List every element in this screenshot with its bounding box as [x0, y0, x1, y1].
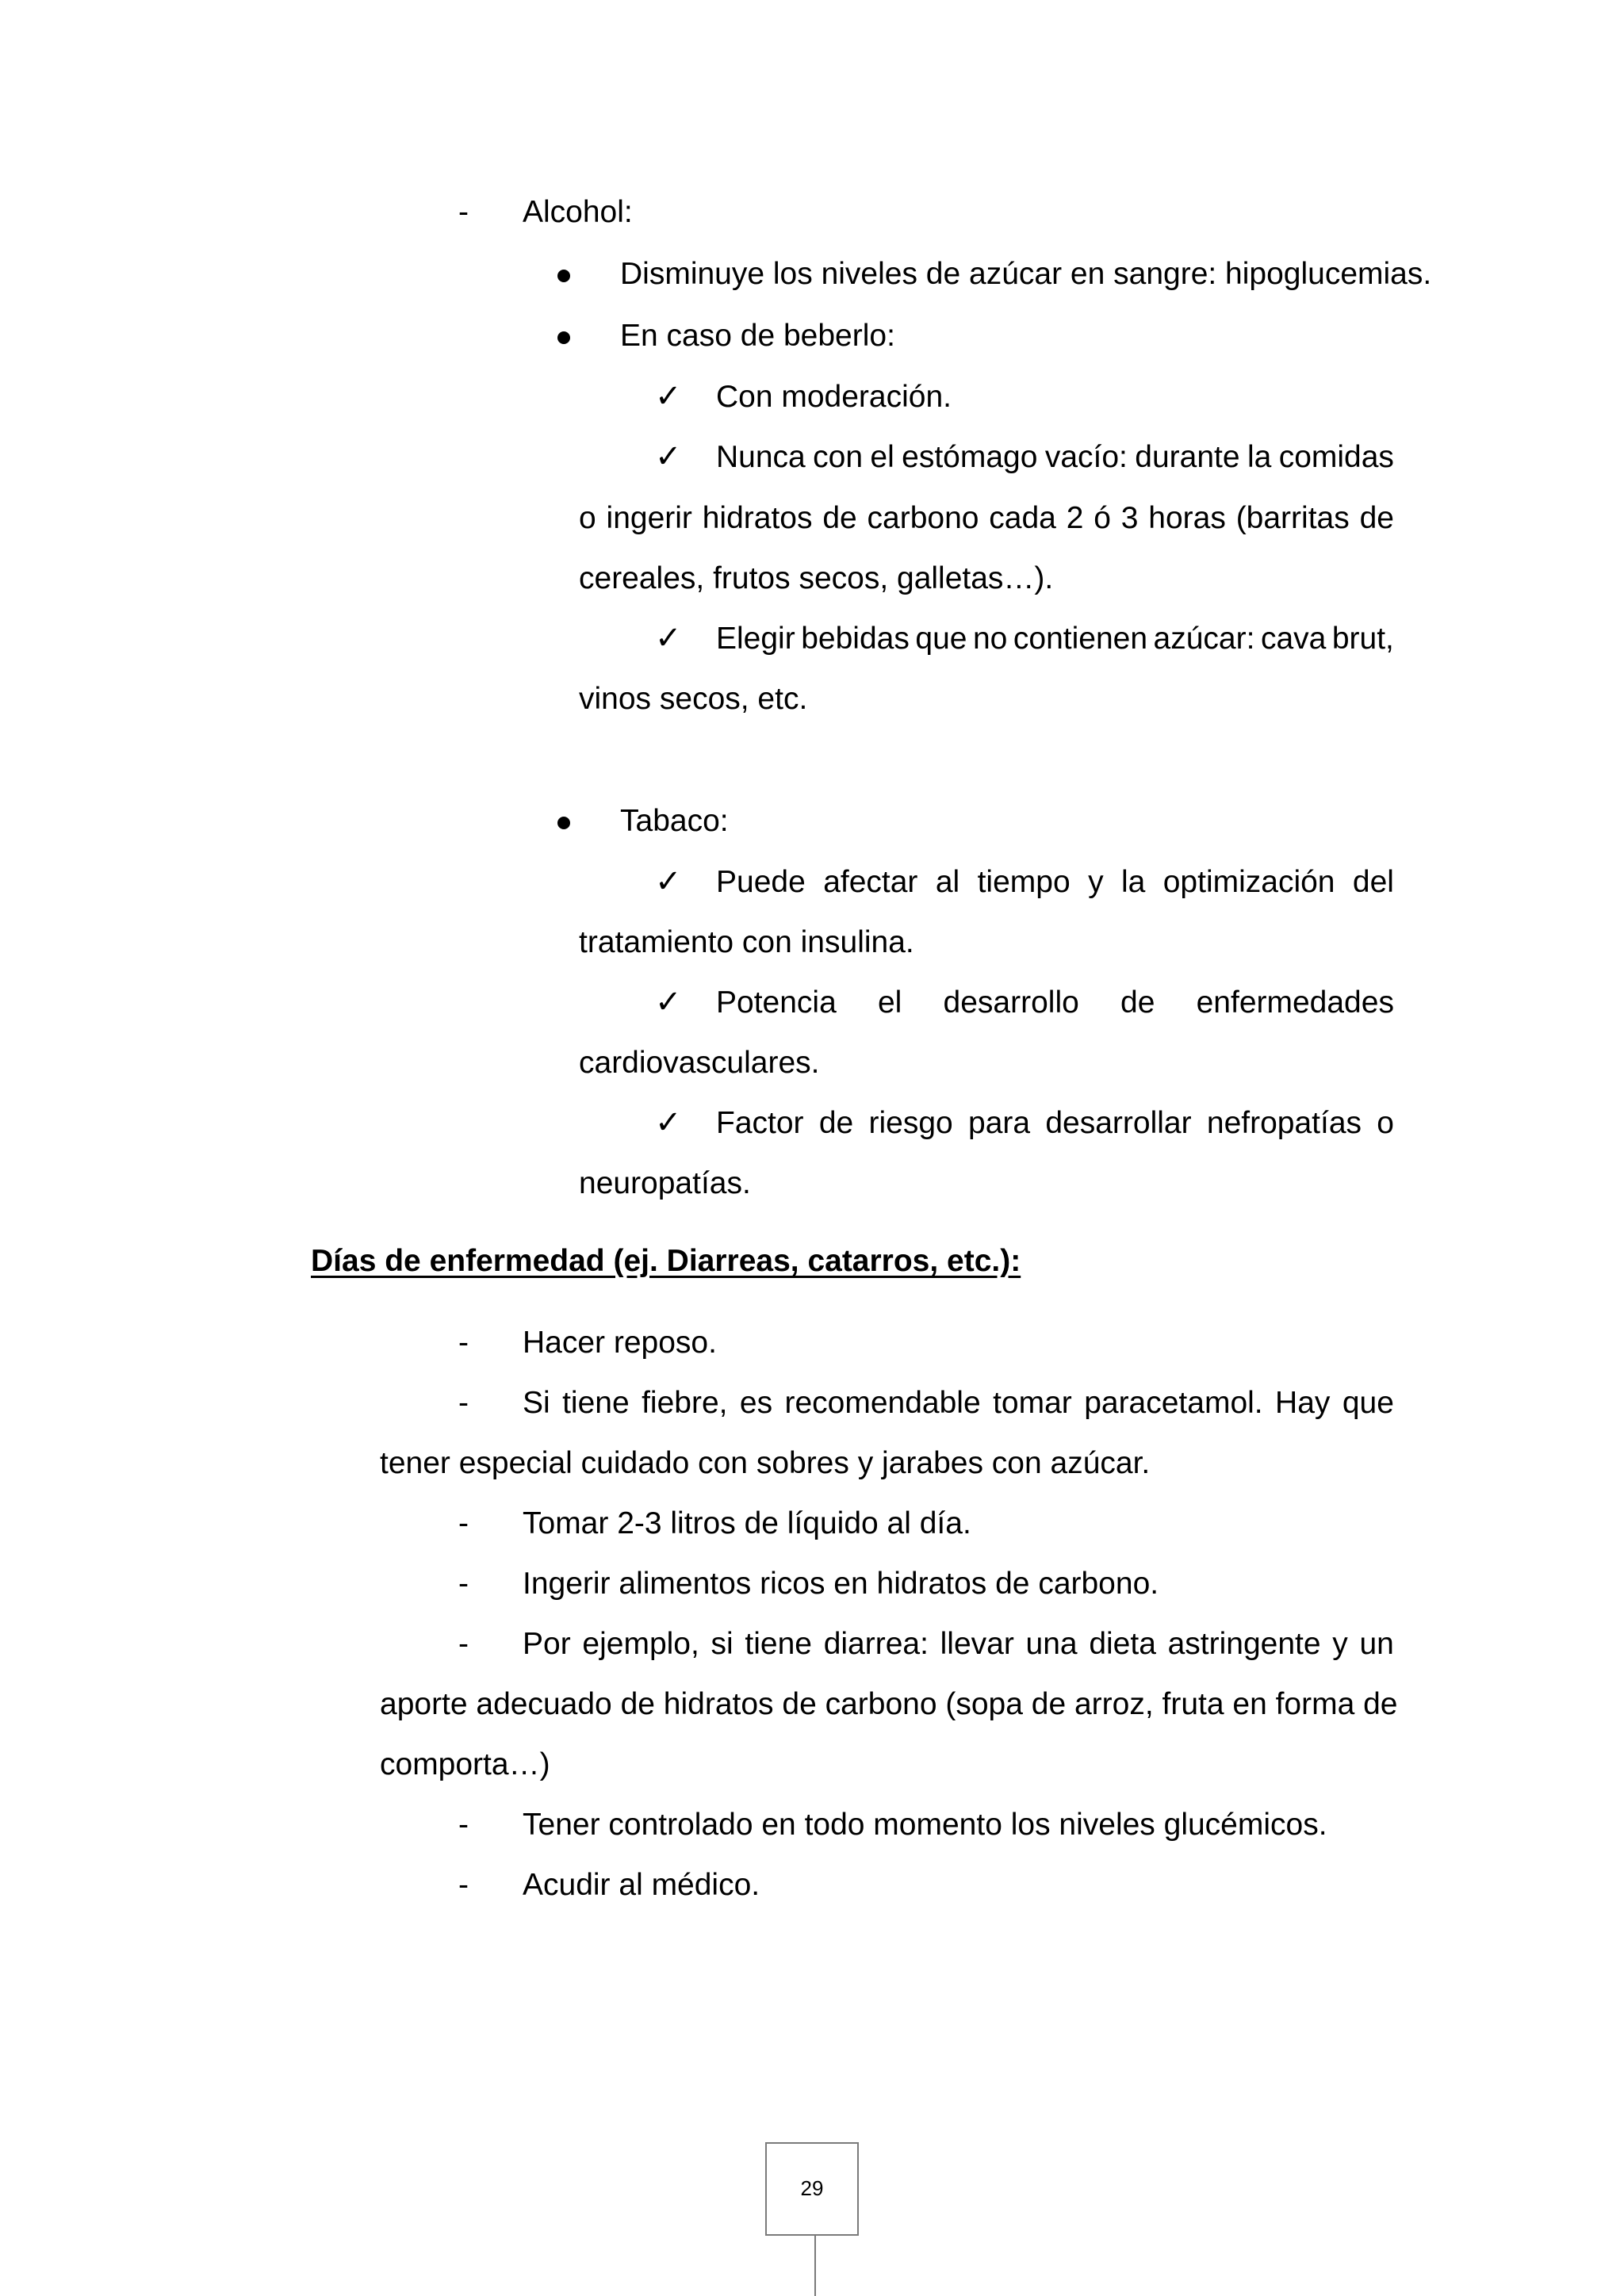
enfermedad-item-6: Tener controlado en todo momento los niveles glucémicos. [523, 1808, 1327, 1842]
justified-word: comidas [1278, 440, 1394, 474]
dash-marker: - [458, 1567, 469, 1601]
justified-word: desarrollar [1045, 1106, 1192, 1140]
enfermedad-item-7: Acudir al médico. [523, 1868, 760, 1902]
justified-word: vacío: [1044, 440, 1128, 474]
checkmark-icon: ✓ [655, 378, 682, 415]
alcohol-check-3-line-1 [716, 621, 1394, 657]
justified-word: y [1088, 865, 1104, 899]
justified-word: fiebre, [642, 1386, 728, 1420]
justified-word: (barritas [1235, 501, 1350, 535]
justified-word: Puede [716, 865, 806, 899]
justified-word: ingerir [606, 501, 692, 535]
justified-word: es [739, 1386, 773, 1420]
justified-word: Si [523, 1386, 550, 1420]
bullet-icon [557, 270, 570, 282]
justified-word: Hay [1275, 1386, 1331, 1420]
page-number-connector-line [814, 2236, 816, 2296]
justified-word: cava [1260, 622, 1327, 656]
enfermedad-item-3: Tomar 2-3 litros de líquido al día. [523, 1506, 971, 1540]
alcohol-bullet-1: Disminuye los niveles de azúcar en sangre: hipoglucemias. [620, 257, 1432, 291]
justified-word: horas [1148, 501, 1226, 535]
page-number-box [765, 2142, 859, 2236]
tabaco-check-2-line-2: cardiovasculares. [579, 1046, 820, 1080]
alcohol-label: Alcohol: [523, 195, 633, 229]
justified-word: o [1377, 1106, 1394, 1140]
justified-word: estómago [902, 440, 1038, 474]
justified-word: no [972, 622, 1008, 656]
justified-word: astringente [1167, 1627, 1321, 1661]
justified-word: nefropatías [1206, 1106, 1362, 1140]
justified-word: ejemplo, [582, 1627, 699, 1661]
justified-word: para [968, 1106, 1031, 1140]
justified-word: enfermedades [1196, 985, 1394, 1020]
enfermedad-item-2-line-1 [523, 1385, 1394, 1422]
justified-word: con [813, 440, 864, 474]
justified-word: Nunca [716, 440, 806, 474]
enfermedad-item-5-line-3: comporta…) [380, 1747, 550, 1781]
justified-word: al [935, 865, 960, 899]
enfermedad-item-1: Hacer reposo. [523, 1326, 717, 1360]
justified-word: cada [989, 501, 1056, 535]
justified-word: optimización [1162, 865, 1335, 899]
justified-word: diarrea: [823, 1627, 929, 1661]
dash-marker: - [458, 1868, 469, 1902]
justified-word: paracetamol. [1084, 1386, 1263, 1420]
tabaco-check-3-line-2: neuropatías. [579, 1166, 751, 1200]
justified-word: o [579, 501, 596, 535]
checkmark-icon: ✓ [655, 620, 682, 656]
section-heading: Días de enfermedad (ej. Diarreas, catarros, etc.): [311, 1244, 1021, 1278]
justified-word: Elegir [716, 622, 795, 656]
justified-word: si [710, 1627, 733, 1661]
justified-word: el [870, 440, 894, 474]
justified-word: dieta [1089, 1627, 1156, 1661]
checkmark-icon: ✓ [655, 863, 682, 900]
justified-word: bebidas [801, 622, 910, 656]
justified-word: 3 [1120, 501, 1139, 535]
tabaco-label: Tabaco: [620, 804, 729, 838]
alcohol-check-2-line-1 [716, 439, 1394, 476]
alcohol-check-3-line-2: vinos secos, etc. [579, 682, 808, 716]
justified-word: una [1025, 1627, 1078, 1661]
alcohol-check-2-line-3: cereales, frutos secos, galletas…). [579, 561, 1054, 595]
justified-word: azúcar: [1153, 622, 1255, 656]
justified-word: hidratos [702, 501, 813, 535]
justified-word: un [1359, 1627, 1394, 1661]
bullet-icon [557, 817, 570, 829]
justified-word: de [822, 501, 857, 535]
justified-word: que [1342, 1386, 1394, 1420]
justified-word: el [877, 985, 902, 1020]
dash-marker: - [458, 1627, 469, 1661]
tabaco-check-1-line-2: tratamiento con insulina. [579, 925, 914, 959]
tabaco-check-1-line-1 [716, 864, 1394, 901]
justified-word: carbono [867, 501, 979, 535]
bullet-icon [557, 331, 570, 344]
enfermedad-item-4: Ingerir alimentos ricos en hidratos de carbono. [523, 1567, 1159, 1601]
justified-word: riesgo [868, 1106, 953, 1140]
dash-marker: - [458, 1808, 469, 1842]
alcohol-check-2-line-2 [579, 500, 1394, 537]
dash-marker: - [458, 1506, 469, 1540]
justified-word: desarrollo [943, 985, 1079, 1020]
enfermedad-item-2-line-2: tener especial cuidado con sobres y jarabes con azúcar. [380, 1446, 1151, 1480]
justified-word: Por [523, 1627, 571, 1661]
justified-word: contienen [1013, 622, 1148, 656]
justified-word: tiempo [977, 865, 1071, 899]
checkmark-icon: ✓ [655, 984, 682, 1020]
enfermedad-item-5-line-2: aporte adecuado de hidratos de carbono (sopa de arroz, fruta en forma de [380, 1687, 1398, 1721]
justified-word: tomar [993, 1386, 1072, 1420]
checkmark-icon: ✓ [655, 438, 682, 475]
justified-word: del [1352, 865, 1394, 899]
justified-word: y [1332, 1627, 1348, 1661]
justified-word: Potencia [716, 985, 837, 1020]
tabaco-check-2-line-1 [716, 985, 1394, 1021]
justified-word: Factor [716, 1106, 804, 1140]
alcohol-check-1: Con moderación. [716, 380, 952, 414]
page-number: 29 [800, 2176, 824, 2200]
justified-word: que [915, 622, 967, 656]
alcohol-bullet-2: En caso de beberlo: [620, 319, 895, 353]
justified-word: de [1359, 501, 1394, 535]
checkmark-icon: ✓ [655, 1104, 682, 1141]
justified-word: tiene [562, 1386, 630, 1420]
tabaco-check-3-line-1 [716, 1105, 1394, 1142]
justified-word: brut, [1331, 622, 1394, 656]
justified-word: la [1247, 440, 1272, 474]
justified-word: llevar [940, 1627, 1014, 1661]
justified-word: durante [1135, 440, 1240, 474]
justified-word: ó [1094, 501, 1111, 535]
justified-word: la [1120, 865, 1146, 899]
justified-word: de [1120, 985, 1155, 1020]
justified-word: tiene [745, 1627, 812, 1661]
justified-word: afectar [823, 865, 918, 899]
dash-marker: - [458, 1386, 469, 1420]
justified-word: de [818, 1106, 854, 1140]
justified-word: recomendable [784, 1386, 981, 1420]
justified-word: 2 [1066, 501, 1084, 535]
dash-marker: - [458, 1326, 469, 1360]
enfermedad-item-5-line-1 [523, 1626, 1394, 1663]
dash-marker: - [458, 195, 469, 229]
